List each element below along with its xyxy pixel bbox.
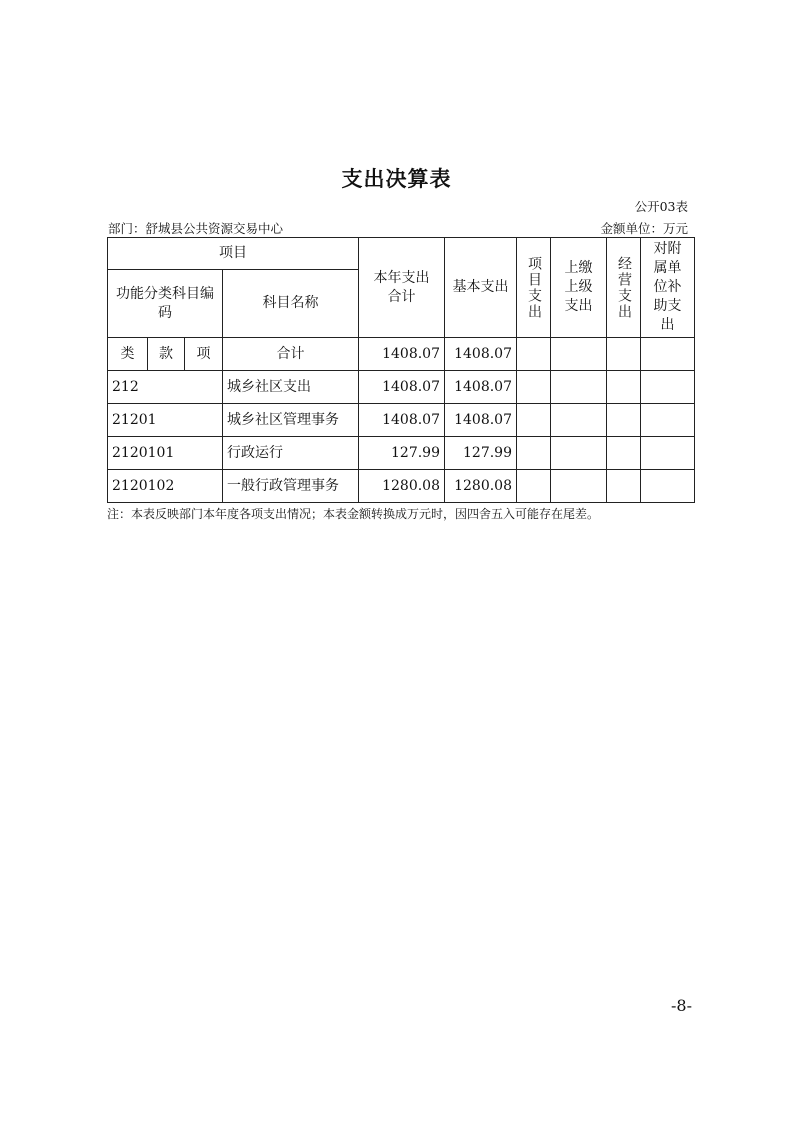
header-total: 本年支出合计 bbox=[359, 238, 445, 338]
sum-label: 合计 bbox=[223, 338, 359, 371]
row-name: 一般行政管理事务 bbox=[223, 470, 359, 503]
unit-label: 金额单位：万元 bbox=[600, 221, 688, 236]
header-upper: 上缴上级支出 bbox=[551, 238, 607, 338]
header-row bbox=[108, 238, 695, 270]
header-subsidy: 对附属单位补助支出 bbox=[641, 238, 695, 338]
row-code: 212 bbox=[108, 371, 223, 404]
total-row bbox=[108, 338, 695, 371]
total-value: 1408.07 bbox=[359, 338, 445, 371]
page-number: -8- bbox=[671, 996, 692, 1015]
department-label: 部门：舒城县公共资源交易中心 bbox=[108, 221, 284, 236]
header-basic: 基本支出 bbox=[445, 238, 517, 338]
row-name: 行政运行 bbox=[223, 437, 359, 470]
header-lei: 类 bbox=[108, 338, 148, 371]
row-code: 2120102 bbox=[108, 470, 223, 503]
table-row bbox=[108, 437, 695, 470]
header-subject-name: 科目名称 bbox=[223, 270, 359, 338]
row-total: 1408.07 bbox=[359, 371, 445, 404]
header-xiang: 项 bbox=[185, 338, 223, 371]
row-basic: 1408.07 bbox=[445, 371, 517, 404]
row-name: 城乡社区支出 bbox=[223, 371, 359, 404]
header-operation: 经营支出 bbox=[607, 238, 641, 338]
row-total: 1280.08 bbox=[359, 470, 445, 503]
header-kuan: 款 bbox=[148, 338, 185, 371]
row-total: 1408.07 bbox=[359, 404, 445, 437]
expenditure-table bbox=[107, 237, 695, 503]
row-basic: 1280.08 bbox=[445, 470, 517, 503]
header-item: 项目 bbox=[108, 238, 359, 270]
table-code: 公开03表 bbox=[634, 199, 688, 214]
table-row bbox=[108, 404, 695, 437]
row-code: 21201 bbox=[108, 404, 223, 437]
table-row bbox=[108, 371, 695, 404]
table-row bbox=[108, 470, 695, 503]
row-name: 城乡社区管理事务 bbox=[223, 404, 359, 437]
page-title: 支出决算表 bbox=[341, 167, 452, 191]
header-func-code: 功能分类科目编码 bbox=[108, 270, 223, 338]
row-code: 2120101 bbox=[108, 437, 223, 470]
row-basic: 1408.07 bbox=[445, 404, 517, 437]
basic-value: 1408.07 bbox=[445, 338, 517, 371]
footnote: 注：本表反映部门本年度各项支出情况；本表金额转换成万元时，因四舍五入可能存在尾差。 bbox=[107, 507, 600, 521]
row-total: 127.99 bbox=[359, 437, 445, 470]
row-basic: 127.99 bbox=[445, 437, 517, 470]
header-project: 项目支出 bbox=[517, 238, 551, 338]
